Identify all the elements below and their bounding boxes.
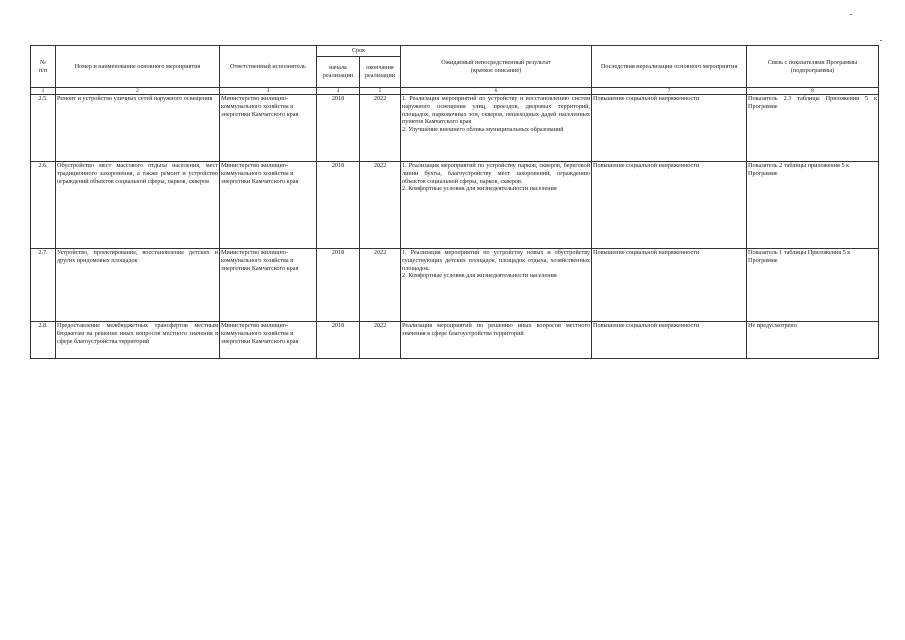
header-name: Номер и наименование основного мероприятия — [56, 46, 220, 88]
header-responsible: Ответственный исполнитель — [220, 46, 317, 88]
program-indicator-link: Не предусмотрено — [747, 322, 879, 359]
program-indicator-link: Показатель 1 таблицы Приложения 5 к Программе — [747, 249, 879, 322]
end-year: 2022 — [360, 162, 401, 249]
header-num: № п/п — [31, 46, 56, 88]
column-number: 4 — [317, 88, 360, 95]
start-year: 2018 — [317, 249, 360, 322]
responsible-executor: Министерство жилищно-коммунального хозяйства и энергетики Камчатского края — [220, 162, 317, 249]
table-header-row — [31, 46, 879, 57]
start-year: 2018 — [317, 95, 360, 162]
start-year: 2018 — [317, 162, 360, 249]
table-row — [31, 95, 879, 162]
scan-speck — [850, 14, 852, 15]
result-item: Реализация мероприятий по решению иных вопросов местного значения в сфере благоустройства территорий — [402, 322, 591, 337]
expected-result — [401, 249, 592, 322]
end-year: 2022 — [360, 95, 401, 162]
column-number: 6 — [401, 88, 592, 95]
result-item: 1. Реализация мероприятий по устройству и восстановлению систем наружного освещения улиц, проездов, дворовых территорий, площадок, парковочных зон, скверов, пешеходных дадей населенных пунктов Камчатского края — [402, 95, 591, 126]
program-indicator-link: Показатель 2.3 таблицы Приложения 5 к Программе — [747, 95, 879, 162]
column-number: 3 — [220, 88, 317, 95]
result-item: 2. Комфортные условия для жизнедеятельности населения — [402, 185, 557, 193]
column-number-row — [31, 88, 879, 95]
row-number: 2.8. — [31, 322, 56, 359]
non-implementation-consequences: Повышение социальной напряженности — [592, 322, 747, 359]
responsible-executor: Министерство жилищно-коммунального хозяйства и энергетики Камчатского края — [220, 322, 317, 359]
scan-speck — [880, 40, 882, 41]
end-year: 2022 — [360, 322, 401, 359]
table-row — [31, 249, 879, 322]
result-item: 1. Реализация мероприятий по устройству новых и обустройству существующих детских площадок, площадок отдыха, хозяйственных площадок. — [402, 249, 591, 272]
header-result: Ожидаемый непосредственный результат (краткое описание) — [401, 46, 592, 88]
column-number: 2 — [56, 88, 220, 95]
expected-result — [401, 95, 592, 162]
column-number: 1 — [31, 88, 56, 95]
non-implementation-consequences: Повышение социальной напряженности — [592, 249, 747, 322]
result-item: 2. Комфортные условия для жизнедеятельности населения — [402, 272, 557, 280]
activities-table — [30, 45, 879, 359]
header-period: Срок — [317, 46, 401, 57]
activity-name: Обустройство мест массового отдыха населения, мест традиционного захоронения, а также ремонт и устройство ограждений объектов социальной сферы, парков, скверов — [56, 162, 220, 249]
table-row — [31, 322, 879, 359]
header-link: Связь с показателями Программы (подпрограммы) — [747, 46, 879, 88]
column-number: 7 — [592, 88, 747, 95]
responsible-executor: Министерство жилищно-коммунального хозяйства и энергетики Камчатского края — [220, 95, 317, 162]
non-implementation-consequences: Повышение социальной напряженности — [592, 162, 747, 249]
responsible-executor: Министерство жилищно-коммунального хозяйства и энергетики Камчатского края — [220, 249, 317, 322]
column-number: 5 — [360, 88, 401, 95]
row-number: 2.7. — [31, 249, 56, 322]
table-row — [31, 162, 879, 249]
header-start: начала реализации — [317, 57, 360, 88]
row-number: 2.6. — [31, 162, 56, 249]
activity-name: Устройство, проектирование, восстановление детских и других придомовых площадок — [56, 249, 220, 322]
header-end: окончания реализации — [360, 57, 401, 88]
result-item: 1. Реализация мероприятий по устройству парков, скверов, береговой линии бухты, благоустройству мест захоронений, ограждению объектов социальной сферы, парков, скверов. — [402, 162, 591, 185]
activity-name: Предоставление межбюджетных трансфертов местным бюджетам на решение иных вопросов местного значения в сфере благоустройства территорий — [56, 322, 220, 359]
column-number: 8 — [747, 88, 879, 95]
end-year: 2022 — [360, 249, 401, 322]
non-implementation-consequences: Повышение социальной напряженности — [592, 95, 747, 162]
row-number: 2.5. — [31, 95, 56, 162]
program-indicator-link: Показатель 2 таблицы приложения 5 к Программе — [747, 162, 879, 249]
start-year: 2018 — [317, 322, 360, 359]
expected-result — [401, 322, 592, 359]
expected-result — [401, 162, 592, 249]
header-consequences: Последствия нереализации основного мероприятия — [592, 46, 747, 88]
result-item: 2. Улучшение внешнего облика муниципальных образований — [402, 126, 564, 133]
activity-name: Ремонт и устройство уличных сетей наружного освещения — [56, 95, 220, 162]
